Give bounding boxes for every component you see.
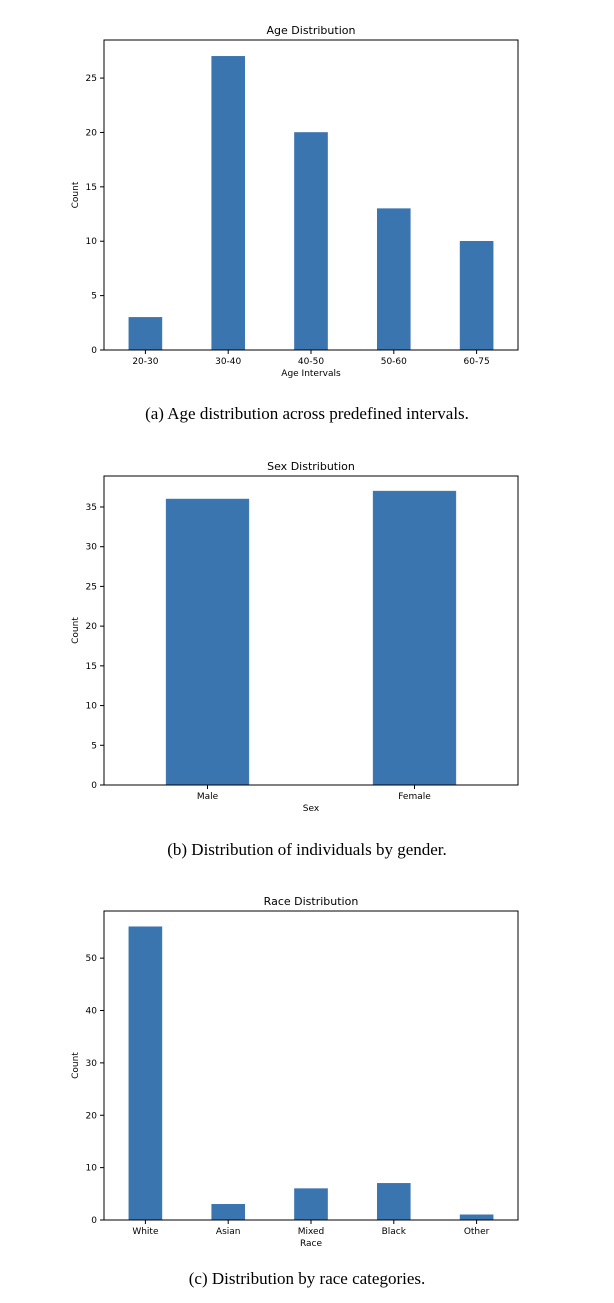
x-tick-label: Asian xyxy=(215,1227,241,1237)
x-tick-label: 50-60 xyxy=(380,357,407,367)
y-tick-label: 25 xyxy=(85,582,97,593)
bar-50-60 xyxy=(377,209,410,350)
figure-race-distribution xyxy=(0,868,614,1303)
y-tick-label: 10 xyxy=(85,237,97,248)
bar-white xyxy=(129,927,162,1220)
figure-sex-distribution xyxy=(0,434,614,868)
y-tick-label: 5 xyxy=(91,741,97,752)
y-tick-label: 15 xyxy=(85,661,97,672)
y-tick-label: 0 xyxy=(91,1216,97,1226)
figure-age-distribution xyxy=(0,0,614,434)
caption-age: (a) Age distribution across predefined intervals. xyxy=(145,404,469,423)
y-tick-label: 50 xyxy=(85,954,97,965)
y-tick-label: 20 xyxy=(85,622,97,633)
y-tick-label: 25 xyxy=(85,74,97,85)
y-tick-label: 0 xyxy=(91,781,97,791)
x-tick-label: 60-75 xyxy=(463,357,490,367)
y-tick-label: 30 xyxy=(85,1058,97,1069)
x-tick-label: Other xyxy=(463,1227,490,1237)
y-tick-label: 10 xyxy=(85,701,97,712)
y-tick-label: 35 xyxy=(85,502,97,513)
x-tick-label: Male xyxy=(196,792,219,802)
y-tick-label: 15 xyxy=(85,182,97,193)
y-tick-label: 0 xyxy=(91,346,97,356)
x-tick-label: Mixed xyxy=(297,1227,325,1237)
x-axis-label: Sex xyxy=(302,804,320,814)
y-tick-label: 30 xyxy=(85,542,97,553)
bar-60-75 xyxy=(460,241,493,350)
y-axis-label: Count xyxy=(71,1052,81,1079)
bar-other xyxy=(460,1215,493,1220)
chart-title: Age Distribution xyxy=(266,24,356,37)
bar-female xyxy=(373,491,456,785)
x-tick-label: 30-40 xyxy=(215,357,242,367)
y-tick-label: 10 xyxy=(85,1163,97,1174)
bar-male xyxy=(166,499,249,785)
x-tick-label: 40-50 xyxy=(297,357,325,367)
bar-asian xyxy=(212,1204,245,1220)
x-axis-label: Race xyxy=(299,1239,323,1249)
bar-mixed xyxy=(294,1189,327,1220)
plot-frame xyxy=(104,911,518,1220)
bar-40-50 xyxy=(294,132,327,350)
y-tick-label: 20 xyxy=(85,128,97,139)
y-axis-label: Count xyxy=(71,617,81,644)
y-tick-label: 20 xyxy=(85,1111,97,1122)
race-distribution-chart xyxy=(0,868,614,1268)
y-tick-label: 5 xyxy=(91,291,97,302)
x-tick-label: Female xyxy=(398,792,431,802)
chart-title: Race Distribution xyxy=(263,895,359,908)
age-distribution-chart xyxy=(0,0,614,400)
bar-20-30 xyxy=(129,317,162,350)
chart-title: Sex Distribution xyxy=(267,460,355,473)
bar-30-40 xyxy=(212,56,245,350)
x-tick-label: White xyxy=(132,1227,159,1237)
caption-sex: (b) Distribution of individuals by gender. xyxy=(167,840,447,859)
x-tick-label: Black xyxy=(381,1227,406,1237)
x-tick-label: 20-30 xyxy=(132,357,159,367)
caption-race: (c) Distribution by race categories. xyxy=(188,1269,426,1288)
bar-black xyxy=(377,1183,410,1220)
y-axis-label: Count xyxy=(71,181,81,209)
x-axis-label: Age Intervals xyxy=(281,369,341,379)
y-tick-label: 40 xyxy=(85,1006,97,1017)
sex-distribution-chart xyxy=(0,434,614,834)
